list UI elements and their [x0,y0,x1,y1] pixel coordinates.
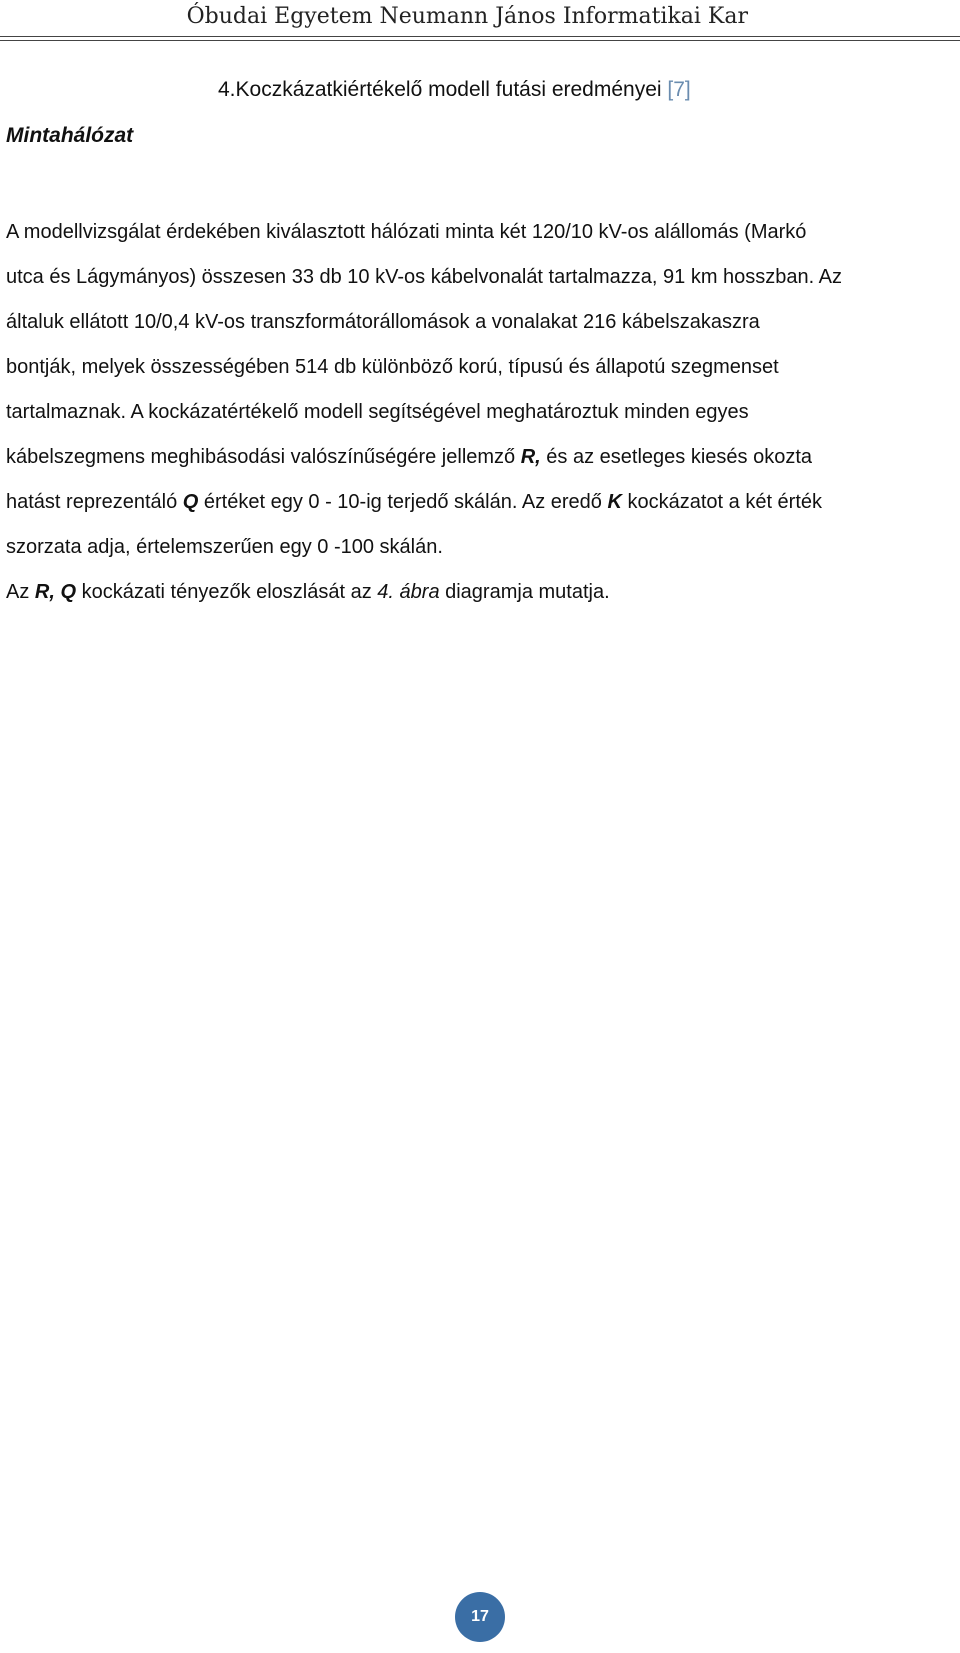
text-run: kockázatot a két érték [621,491,823,513]
section-heading-text: 4.Koczkázatkiértékelő modell futási eredményei [218,78,662,101]
text-run: és az esetleges kiesés okozta [540,446,812,468]
paragraph-line: tartalmaznak. A kockázatértékelő modell segítségével meghatároztuk minden egyes [6,401,749,423]
reference-link[interactable]: [7] [667,78,691,101]
subheading: Mintahálózat [6,124,134,147]
symbol-q: Q [182,491,199,513]
paragraph-line [6,570,956,615]
symbol-r-q: R, Q [34,581,77,603]
paragraph-1 [6,210,956,570]
text-run: kockázati tényezők eloszlását az [76,581,378,603]
paragraph-line: bontják, melyek összességében 514 db különböző korú, típusú és állapotú szegmenset [6,356,779,378]
paragraph-line [6,435,956,480]
header-rule-bottom [0,40,960,41]
paragraph-line [6,480,956,525]
text-run: diagramja mutatja. [439,581,610,603]
text-run: hatást reprezentáló [6,491,183,513]
page-header [0,0,960,40]
symbol-k: K [607,491,622,513]
text-run: kábelszegmens meghibásodási valószínűségére jellemző [6,446,521,468]
text-run: értéket egy 0 - 10-ig terjedő skálán. Az eredő [198,491,608,513]
body-text [6,210,956,615]
symbol-r: R, [520,446,541,468]
paragraph-line: utca és Lágymányos) összesen 33 db 10 kV-os kábelvonalát tartalmazza, 91 km hosszban. Az [6,266,843,288]
section-heading [218,78,691,102]
paragraph-2 [6,570,956,615]
paragraph-line: A modellvizsgálat érdekében kiválasztott hálózati minta két 120/10 kV-os alállomás (Markó [6,221,807,243]
page-number-badge: 17 [455,1592,505,1642]
header-rule-top [0,36,960,37]
figure-reference: 4. ábra [377,581,440,603]
text-run: Az [6,581,35,603]
paragraph-line: szorzata adja, értelemszerűen egy 0 -100 skálán. [6,536,443,558]
paragraph-line: általuk ellátott 10/0,4 kV-os transzformátorállomások a vonalakat 216 kábelszakaszra [6,311,760,333]
header-title: Óbudai Egyetem Neumann János Informatikai Kar [186,4,748,29]
